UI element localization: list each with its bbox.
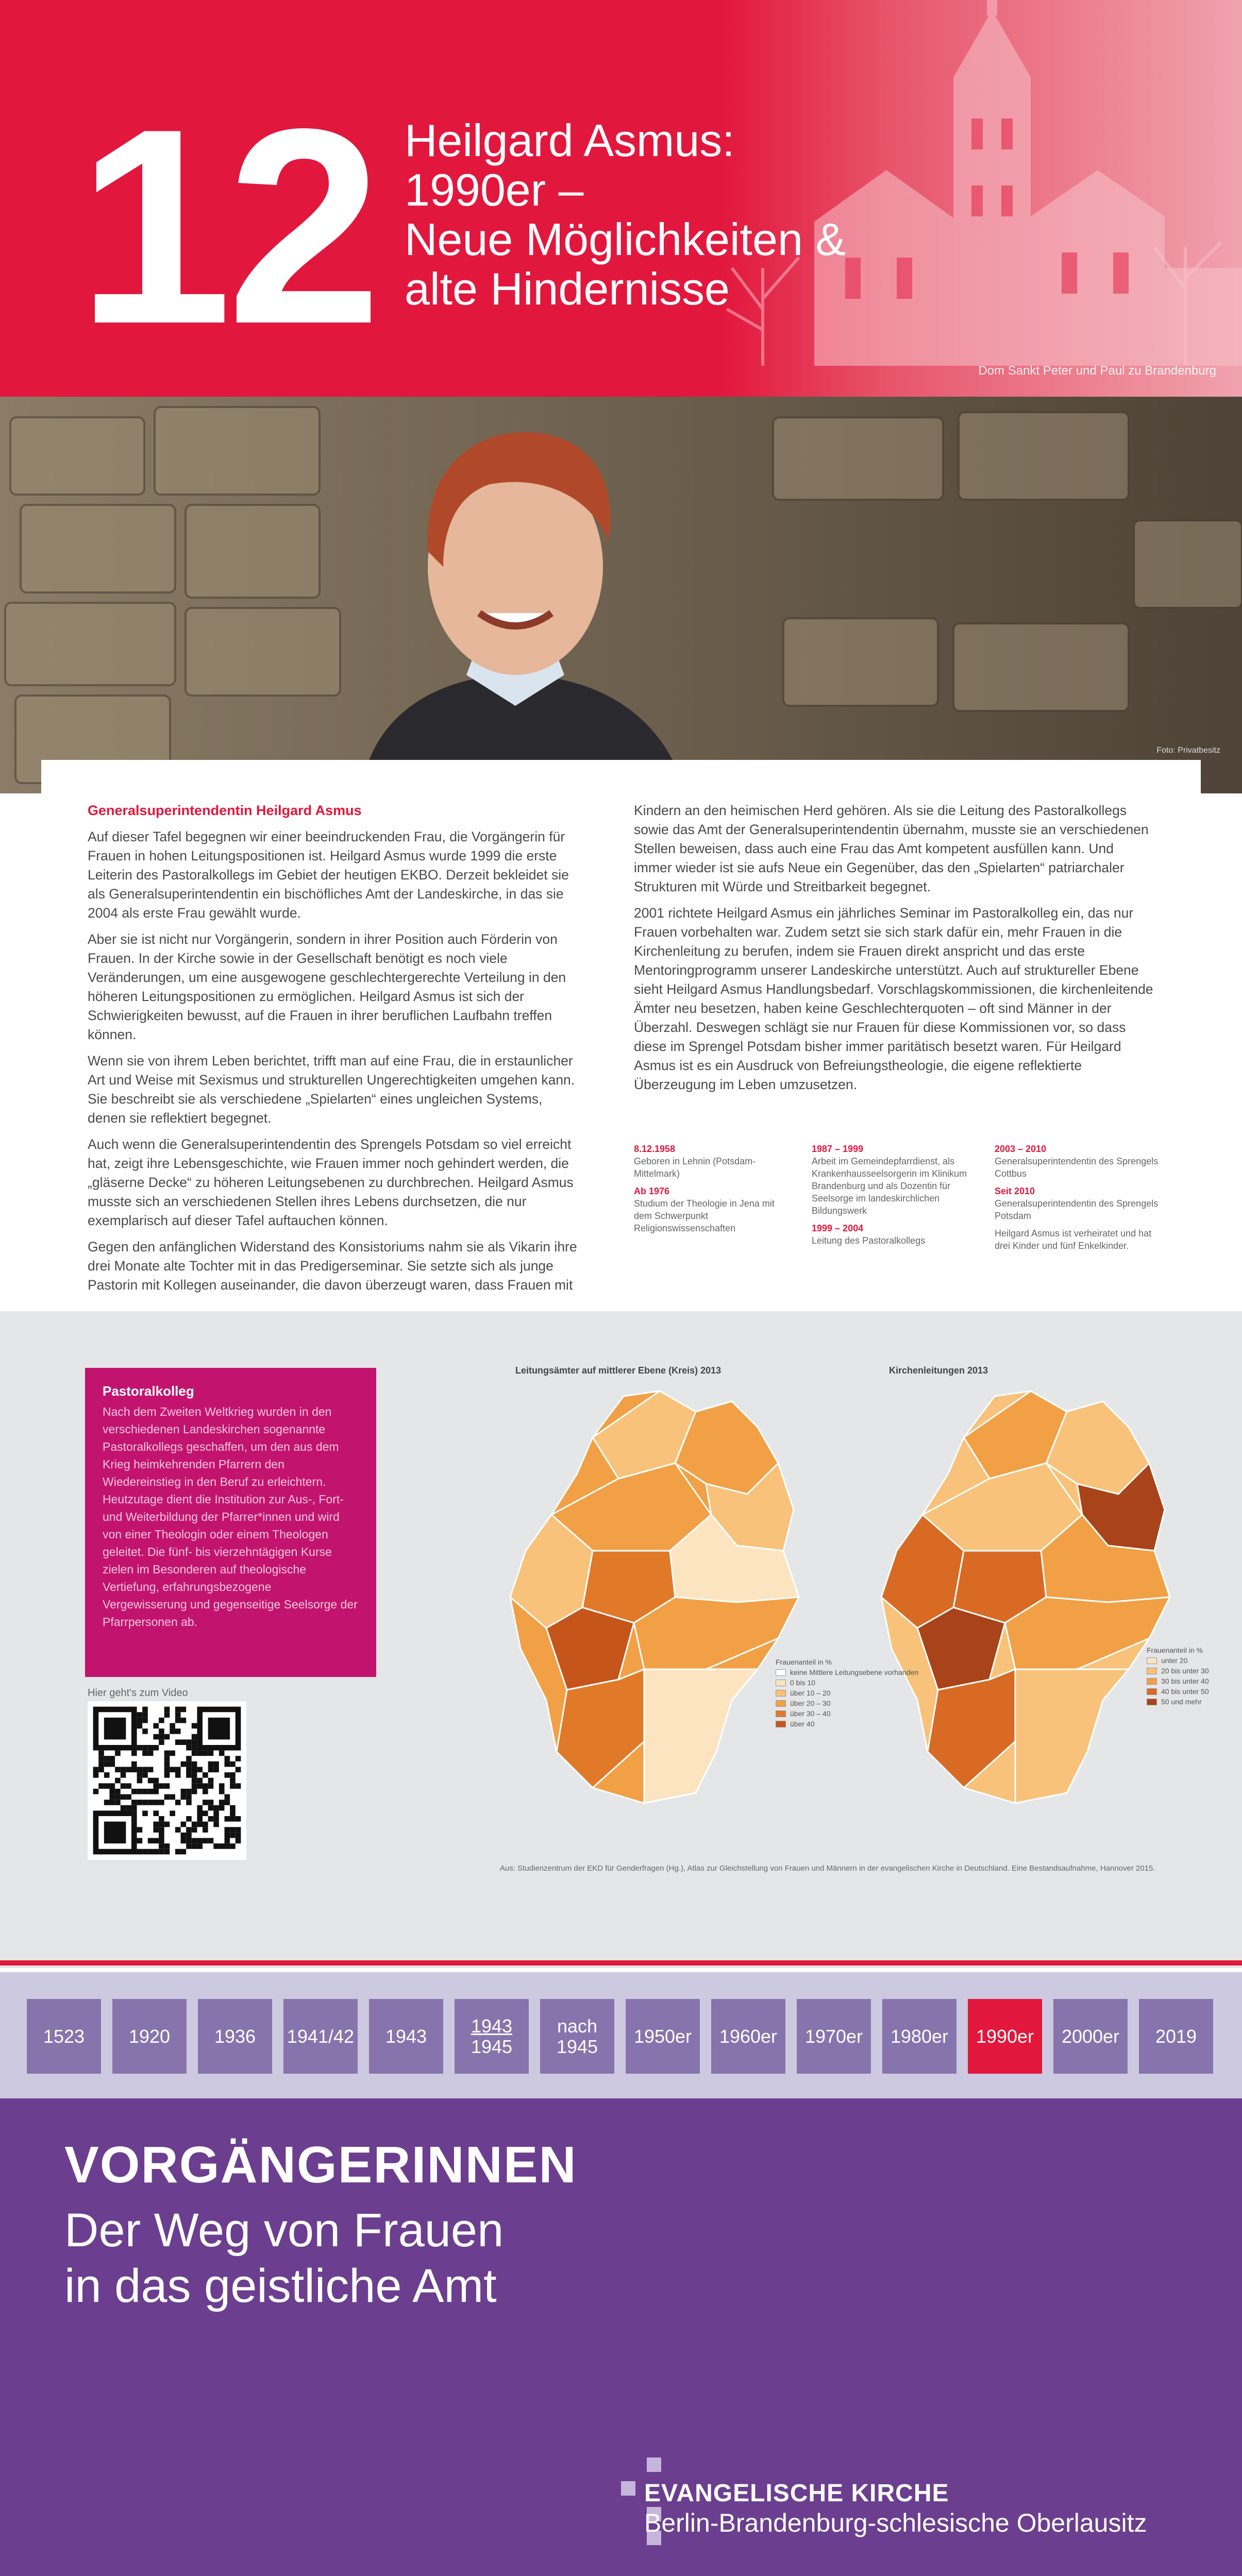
- paragraph: Auch wenn die Generalsuperintendentin des Sprengels Potsdam so viel erreicht hat, zeigt ihre Lebensgeschichte, wie Frauen immer noch gehindert werden, die „gläserne Decke“ zu höheren Leitungsebenen zu durchbrechen. Heilgard Asmus musste sich an verschiedenen Stellen ihres Lebens durchsetzen, die nur exemplarisch auf dieser Tafel auftauchen können.: [88, 1137, 574, 1228]
- map-left: [510, 1391, 799, 1803]
- panel-title: [405, 116, 920, 314]
- paragraph: 2001 richtete Heilgard Asmus ein jährliches Seminar im Pastoralkolleg ein, das nur Frauen vorbehalten war. Zudem setzt sie sich stark dafür ein, mehr Frauen in die Kirchenleitung zu berufen, indem sie Frauen direkt anspricht und das erste Mentoringprogramm unserer Landeskirche unterstützt. Auch auf struktureller Ebene sieht Heilgard Asmus Handlungsbedarf. Vorschlagskommissionen, die kirchenleitende Ämter neu besetzen, haben keine Geschlechterquoten – oft sind Männer in der Überzahl. Deswegen schlägt sie nur Frauen für diese Kommissionen vor, so dass diese im Sprengel Potsdam bisher immer paritätisch besetzt waren. Für Heilgard Asmus ist es ein Ausdruck von Befreiungstheologie, die eigene reflektierte Überzeugung im Leben umzusetzen.: [634, 905, 1153, 1092]
- bio-date: Ab 1976: [634, 1186, 670, 1196]
- legend-swatch: [1147, 1678, 1157, 1685]
- panel-title-line: Neue Möglichkeiten &: [405, 214, 846, 265]
- section-heading: Generalsuperintendentin Heilgard Asmus: [88, 803, 362, 818]
- map-title: Leitungsämter auf mittlerer Ebene (Kreis) 2013: [515, 1365, 721, 1376]
- legend-item: [776, 1709, 918, 1718]
- bio-text: Geboren in Lehnin (Potsdam-Mittelmark): [634, 1156, 756, 1179]
- bio-column: [812, 1143, 982, 1247]
- timeline-item[interactable]: 1941/42: [283, 1999, 358, 2074]
- qr-label: Hier geht's zum Video: [88, 1687, 188, 1699]
- bio-date: 2003 – 2010: [995, 1144, 1047, 1154]
- bio-date: 1999 – 2004: [812, 1223, 864, 1233]
- bio-date: 8.12.1958: [634, 1144, 676, 1154]
- bio-column: [634, 1143, 788, 1234]
- legend-swatch: [1147, 1688, 1157, 1695]
- maps-source: Aus: Studienzentrum der EKD für Genderfragen (Hg.), Atlas zur Gleichstellung von Frauen und Männern in der evangelischen Kirche in Deutschland. Eine Bestandsaufnahme, Hannover 2015.: [500, 1864, 1155, 1873]
- bio-text: Heilgard Asmus ist verheiratet und hat drei Kinder und fünf Enkelkinder.: [995, 1228, 1152, 1251]
- series-title: VORGÄNGERINNEN: [64, 2136, 577, 2194]
- legend-label: 30 bis unter 40: [1161, 1677, 1209, 1685]
- bio-text: Arbeit im Gemeindepfarrdienst, als Krankenhausseelsorgerin im Klinikum Brandenburg und als Dozentin für Seelsorge im landeskirchlichen Bildungswerk: [812, 1156, 967, 1216]
- pastoralkolleg-body: Nach dem Zweiten Weltkrieg wurden in den verschiedenen Landeskirchen sogenannte Pastoralkollegs geschaffen, um den aus dem Krieg heimkehrenden Pfarrern den Wiedereinstieg in den Beruf zu erleichtern. Heutzutage dient die Institution zur Aus-, Fort- und Weiterbildung der Pfarrer*innen und wird von einer Theologin oder einem Theologen geleitet. Die fünf- bis vierzehntägigen Kurse zielen im Besonderen auf theologische Vertiefung, erfahrungsbezogene Vergewisserung und gegenseitige Seelsorge der Pfarrpersonen ab.: [103, 1405, 358, 1629]
- legend-title: Frauenanteil in %: [1147, 1646, 1203, 1654]
- legend-label: keine Mittlere Leitungsebene vorhanden: [790, 1668, 919, 1676]
- legend-item: [1147, 1656, 1209, 1665]
- legend-label: 40 bis unter 50: [1161, 1687, 1209, 1696]
- timeline-item-label: 1943 1945: [471, 2015, 513, 2057]
- legend-item: [776, 1689, 918, 1697]
- legend-item: [776, 1679, 918, 1687]
- paragraph: Wenn sie von ihrem Leben berichtet, trifft man auf eine Frau, die in erstaunlicher Art und Weise mit Sexismus und strukturellen Ungerechtigkeiten umgehen kann. Sie beschreibt sie als verschiedene „Spielarten“ eines ungleichen Systems, denen sie reflektiert begegnet.: [88, 1053, 575, 1126]
- legend-item: [776, 1699, 918, 1707]
- timeline-item-label: nach 1945: [556, 2015, 598, 2057]
- legend-label: unter 20: [1161, 1656, 1188, 1665]
- legend-swatch: [1147, 1657, 1157, 1664]
- series-subtitle: [64, 2202, 503, 2314]
- legend-swatch: [1147, 1668, 1157, 1674]
- qr-code[interactable]: [88, 1701, 246, 1860]
- legend-swatch: [776, 1710, 786, 1717]
- paragraph: Auf dieser Tafel begegnen wir einer beeindruckenden Frau, die Vorgängerin für Frauen in hohen Leitungspositionen ist. Heilgard Asmus wurde 1999 die erste Leiterin des Pastoralkollegs im Gebiet der heutigen EKBO. Derzeit bekleidet sie als Generalsuperintendentin ein bischöfliches Amt der Landeskirche, in das sie 2004 als erste Frau gewählt wurde.: [88, 829, 569, 921]
- ekbo-logo-line2: Berlin-Brandenburg-schlesische Oberlausitz: [644, 2509, 1147, 2537]
- legend-item: [1147, 1698, 1209, 1706]
- timeline-item[interactable]: 2019: [1139, 1999, 1213, 2074]
- divider: [0, 1960, 1242, 1965]
- legend-swatch: [776, 1669, 786, 1676]
- timeline-item[interactable]: 1980er: [882, 1999, 956, 2074]
- legend-label: über 20 – 30: [790, 1699, 831, 1707]
- pastoralkolleg-box: [85, 1368, 376, 1677]
- timeline-item[interactable]: 1990er: [968, 1999, 1042, 2074]
- bio-text: Generalsuperintendentin des Sprengels Potsdam: [995, 1198, 1159, 1221]
- series-subtitle-line: in das geistliche Amt: [64, 2260, 497, 2312]
- legend-title: Frauenanteil in %: [776, 1658, 832, 1666]
- text-column-right: [634, 801, 1154, 1101]
- legend-swatch: [776, 1680, 786, 1686]
- legend-label: 0 bis 10: [790, 1679, 816, 1687]
- legend-item: [1147, 1687, 1209, 1696]
- timeline-item[interactable]: 1936: [198, 1999, 272, 2074]
- map-legend: [776, 1658, 918, 1730]
- timeline-item[interactable]: 1523: [27, 1999, 101, 2074]
- bio-text: Leitung des Pastoralkollegs: [812, 1235, 926, 1246]
- germany-maps: [490, 1381, 1237, 1844]
- portrait-photo: [0, 397, 1242, 793]
- timeline-item[interactable]: 1943: [369, 1999, 443, 2074]
- timeline-item[interactable]: 1970er: [797, 1999, 871, 2074]
- legend-swatch: [1147, 1699, 1157, 1705]
- legend-item: [1147, 1667, 1209, 1675]
- ekbo-logo-line1: EVANGELISCHE KIRCHE: [644, 2480, 949, 2507]
- bio-date: Seit 2010: [995, 1186, 1035, 1196]
- map-title: Kirchenleitungen 2013: [889, 1365, 988, 1376]
- legend-item: [1147, 1677, 1209, 1685]
- legend-swatch: [776, 1721, 786, 1727]
- panel-number: 12: [77, 71, 377, 382]
- legend-swatch: [776, 1700, 786, 1707]
- legend-label: über 40: [790, 1720, 815, 1728]
- timeline-item[interactable]: [455, 1999, 529, 2074]
- legend-label: über 10 – 20: [790, 1689, 831, 1697]
- paragraph: Kindern an den heimischen Herd gehören. Als sie die Leitung des Pastoralkollegs sowie das Amt der Generalsuperintendentin übernahm, musste sie an verschiedenen Stellen beweisen, dass auch eine Frau das Amt kompetent ausfüllen kann. Und immer wieder ist sie aufs Neue ein Gegenüber, das den „Spielarten“ patriarchaler Strukturen mit Würde und Streitbarkeit begegnet.: [634, 803, 1149, 894]
- legend-label: über 30 – 40: [790, 1709, 831, 1718]
- timeline-item[interactable]: 2000er: [1053, 1999, 1128, 2074]
- photo-credit: Foto: Privatbesitz: [1156, 746, 1220, 755]
- bio-text: Studium der Theologie in Jena mit dem Schwerpunkt Religionswissenschaften: [634, 1198, 775, 1233]
- paragraph: Aber sie ist nicht nur Vorgängerin, sondern in ihrer Position auch Förderin von Frauen. In der Kirche sowie in der Gesellschaft benötigt es noch viele Veränderungen, um eine ausgewogene geschlechtergerechte Verteilung in den höheren Leitungspositionen zu ermöglichen. Heilgard Asmus ist sich der Schwierigkeiten bewusst, auf die Frauen in ihrer beruflichen Laufbahn treffen können.: [88, 931, 566, 1042]
- paragraph: Gegen den anfänglichen Widerstand des Konsistoriums nahm sie als Vikarin ihre drei Monate alte Tochter mit in das Predigerseminar. Sie setzte sich als junge Pastorin mit Kollegen auseinander, die davon überzeugt waren, dass Frauen mit: [88, 1239, 577, 1293]
- legend-item: [776, 1720, 918, 1728]
- timeline-item[interactable]: 1960er: [711, 1999, 785, 2074]
- header-banner: [0, 0, 1242, 397]
- timeline-item[interactable]: 1920: [112, 1999, 187, 2074]
- legend-item: [776, 1668, 918, 1676]
- legend-swatch: [776, 1690, 786, 1697]
- legend-label: 20 bis unter 30: [1161, 1667, 1209, 1675]
- text-column-left: [88, 801, 577, 1302]
- church-caption: Dom Sankt Peter und Paul zu Brandenburg: [978, 364, 1216, 378]
- map-right: [881, 1391, 1170, 1803]
- map-legend: [1147, 1646, 1209, 1708]
- series-subtitle-line: Der Weg von Frauen: [64, 2204, 504, 2257]
- legend-label: 50 und mehr: [1161, 1698, 1202, 1706]
- bio-date: 1987 – 1999: [812, 1144, 864, 1154]
- bio-text: Generalsuperintendentin des Sprengels Cottbus: [995, 1156, 1159, 1179]
- portrait-image: [0, 397, 1242, 793]
- panel-title-line: Heilgard Asmus:: [405, 115, 735, 166]
- pastoralkolleg-heading: Pastoralkolleg: [103, 1383, 194, 1399]
- bio-column: [995, 1143, 1165, 1252]
- panel-title-line: 1990er –: [405, 164, 584, 215]
- timeline-item[interactable]: 1950er: [626, 1999, 700, 2074]
- panel-title-line: alte Hindernisse: [405, 263, 730, 314]
- timeline: [27, 1999, 1222, 2074]
- timeline-item[interactable]: [540, 1999, 614, 2074]
